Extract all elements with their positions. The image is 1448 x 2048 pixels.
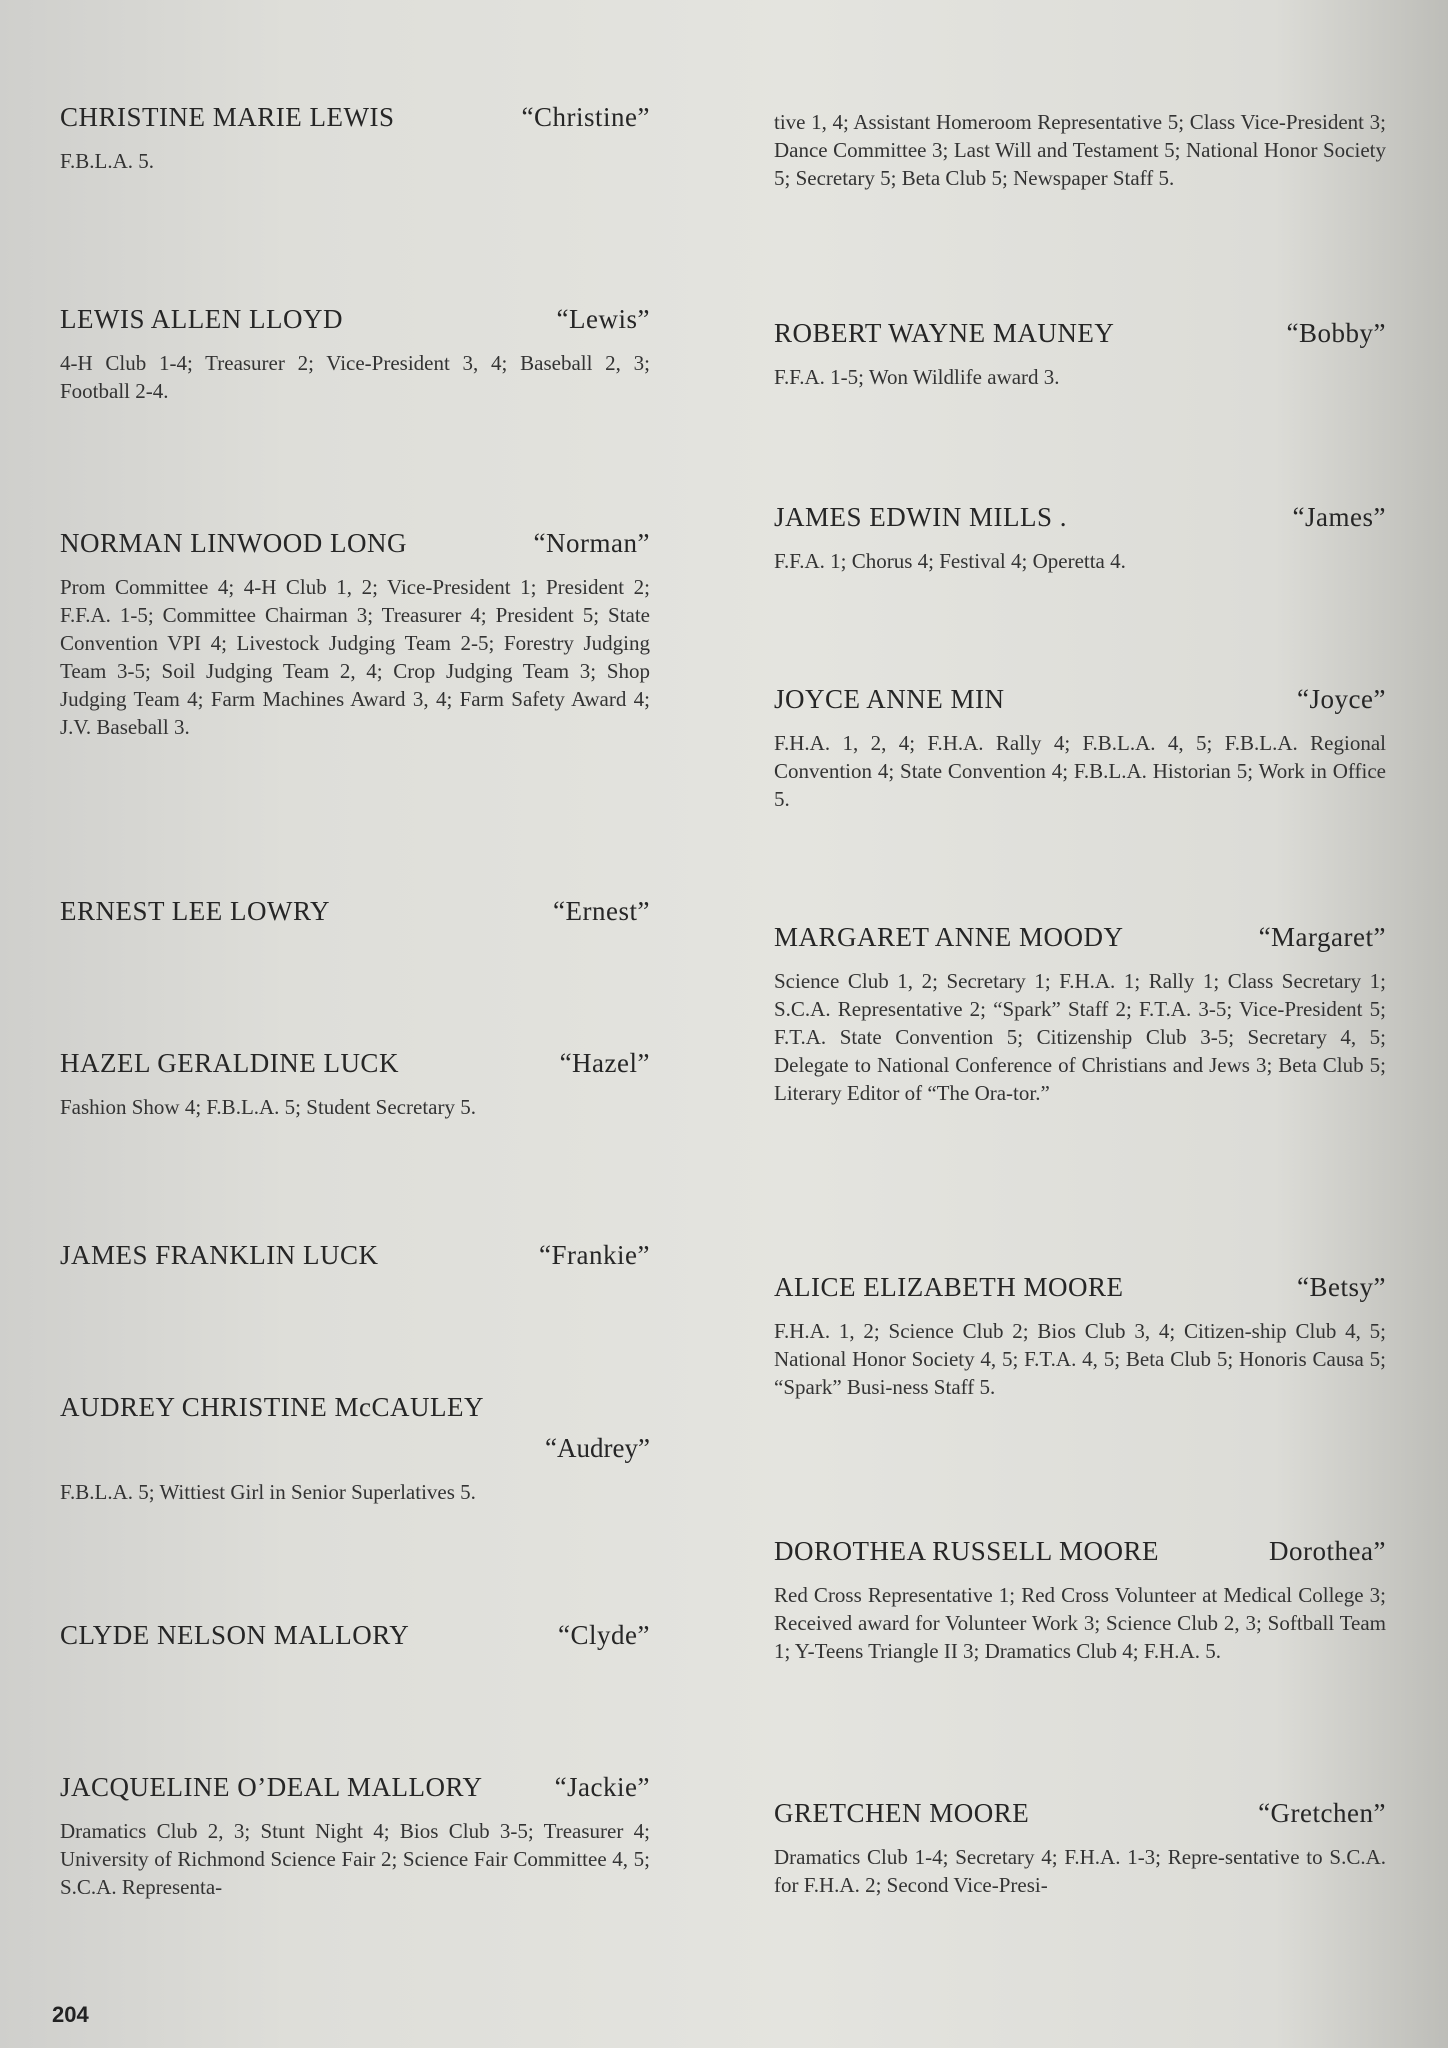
student-nickname: “Jackie” — [554, 1772, 650, 1802]
student-activities: F.H.A. 1, 2; Science Club 2; Bios Club 3, 4; Citizen-ship Club 4, 5; National Honor Society 4, 5; F.T.A. 4, 5; Beta Club 5; Honoris Causa 5; “Spark” Busi-ness Staff 5. — [774, 1319, 1386, 1399]
senior-entry — [774, 318, 1386, 391]
student-nickname: “Norman” — [533, 528, 650, 558]
student-nickname: “Christine” — [521, 102, 650, 132]
senior-entry — [60, 1620, 650, 1651]
senior-entry — [60, 1240, 650, 1271]
senior-entry — [60, 1772, 650, 1901]
student-nickname: “Ernest” — [553, 896, 650, 926]
student-nickname: “Joyce” — [1297, 684, 1386, 714]
senior-entry — [60, 528, 650, 741]
student-nickname: “Hazel” — [559, 1048, 650, 1078]
student-activities: 4-H Club 1-4; Treasurer 2; Vice-President 3, 4; Baseball 2, 3; Football 2-4. — [60, 351, 650, 403]
senior-entry — [774, 922, 1386, 1107]
student-name: AUDREY CHRISTINE McCAULEY — [60, 1392, 484, 1422]
student-activities: F.B.L.A. 5. — [60, 149, 154, 173]
student-name: DOROTHEA RUSSELL MOORE — [774, 1536, 1160, 1566]
student-activities: F.H.A. 1, 2, 4; F.H.A. Rally 4; F.B.L.A. 4, 5; F.B.L.A. Regional Convention 4; State Convention 4; F.B.L.A. Historian 5; Work in Office 5. — [774, 731, 1386, 811]
senior-entry — [60, 102, 650, 175]
senior-entry — [774, 684, 1386, 813]
student-name: CLYDE NELSON MALLORY — [60, 1620, 410, 1650]
student-nickname: “Gretchen” — [1258, 1798, 1386, 1828]
senior-entry — [60, 1392, 650, 1506]
student-activities: Dramatics Club 1-4; Secretary 4; F.H.A. 1-3; Repre-sentative to S.C.A. for F.H.A. 2; Second Vice-Presi- — [774, 1845, 1386, 1897]
student-nickname: “Audrey” — [545, 1433, 650, 1463]
student-name: JAMES FRANKLIN LUCK — [60, 1240, 379, 1270]
continued-activities: tive 1, 4; Assistant Homeroom Representative 5; Class Vice-President 3; Dance Committee 3; Last Will and Testament 5; National Honor Society 5; Secretary 5; Beta Club 5; Newspaper Staff 5. — [774, 110, 1386, 190]
student-activities: F.F.A. 1; Chorus 4; Festival 4; Operetta 4. — [774, 549, 1126, 573]
student-nickname: “Bobby” — [1286, 318, 1386, 348]
student-activities: F.F.A. 1-5; Won Wildlife award 3. — [774, 365, 1060, 389]
student-activities: Red Cross Representative 1; Red Cross Volunteer at Medical College 3; Received award for Volunteer Work 3; Science Club 2, 3; Softball Team 1; Y-Teens Triangle II 3; Dramatics Club 4; F.H.A. 5. — [774, 1583, 1386, 1663]
student-nickname: “Frankie” — [539, 1240, 650, 1270]
senior-entry — [774, 1536, 1386, 1665]
senior-entry — [774, 502, 1386, 575]
student-activities: Fashion Show 4; F.B.L.A. 5; Student Secretary 5. — [60, 1095, 476, 1119]
student-nickname: “Margaret” — [1258, 922, 1386, 952]
student-name: JACQUELINE O’DEAL MALLORY — [60, 1772, 483, 1802]
page-number: 204 — [52, 2002, 89, 2027]
senior-entry — [60, 1048, 650, 1121]
student-name: JOYCE ANNE MIN — [774, 684, 1005, 714]
student-name: GRETCHEN MOORE — [774, 1798, 1030, 1828]
senior-entry — [60, 896, 650, 927]
student-activities: Prom Committee 4; 4-H Club 1, 2; Vice-President 1; President 2; F.F.A. 1-5; Committee Chairman 3; Treasurer 4; President 5; State Convention VPI 4; Livestock Judging Team 2-5; Forestry Judging Team 3-5; Soil Judging Team 2, 4; Crop Judging Team 3; Shop Judging Team 4; Farm Machines Award 3, 4; Farm Safety Award 4; J.V. Baseball 3. — [60, 575, 650, 739]
student-name: NORMAN LINWOOD LONG — [60, 528, 407, 558]
student-name: MARGARET ANNE MOODY — [774, 922, 1124, 952]
student-nickname: “James” — [1292, 502, 1386, 532]
student-name: ROBERT WAYNE MAUNEY — [774, 318, 1115, 348]
student-activities: Science Club 1, 2; Secretary 1; F.H.A. 1; Rally 1; Class Secretary 1; S.C.A. Representative 2; “Spark” Staff 2; F.T.A. 3-5; Vice-President 5; F.T.A. State Convention 5; Citizenship Club 3-5; Secretary 4, 5; Delegate to National Conference of Christians and Jews 3; Beta Club 5; Literary Editor of “The Ora-tor.” — [774, 969, 1386, 1105]
right-column — [774, 0, 1386, 2048]
student-nickname: “Lewis” — [556, 304, 650, 334]
senior-entry — [60, 304, 650, 405]
student-nickname: Dorothea” — [1269, 1536, 1386, 1566]
senior-entry — [774, 1798, 1386, 1899]
student-activities: F.B.L.A. 5; Wittiest Girl in Senior Superlatives 5. — [60, 1480, 476, 1504]
student-name: JAMES EDWIN MILLS . — [774, 502, 1067, 532]
student-name: ERNEST LEE LOWRY — [60, 896, 330, 926]
senior-entry — [774, 1272, 1386, 1401]
left-column — [60, 0, 650, 2048]
student-activities: Dramatics Club 2, 3; Stunt Night 4; Bios Club 3-5; Treasurer 4; University of Richmond Science Fair 2; Science Fair Committee 4, 5; S.C.A. Representa- — [60, 1819, 650, 1899]
student-name: HAZEL GERALDINE LUCK — [60, 1048, 399, 1078]
student-nickname: “Betsy” — [1297, 1272, 1386, 1302]
student-nickname: “Clyde” — [558, 1620, 650, 1650]
student-name: CHRISTINE MARIE LEWIS — [60, 102, 395, 132]
student-name: ALICE ELIZABETH MOORE — [774, 1272, 1124, 1302]
student-name: LEWIS ALLEN LLOYD — [60, 304, 343, 334]
